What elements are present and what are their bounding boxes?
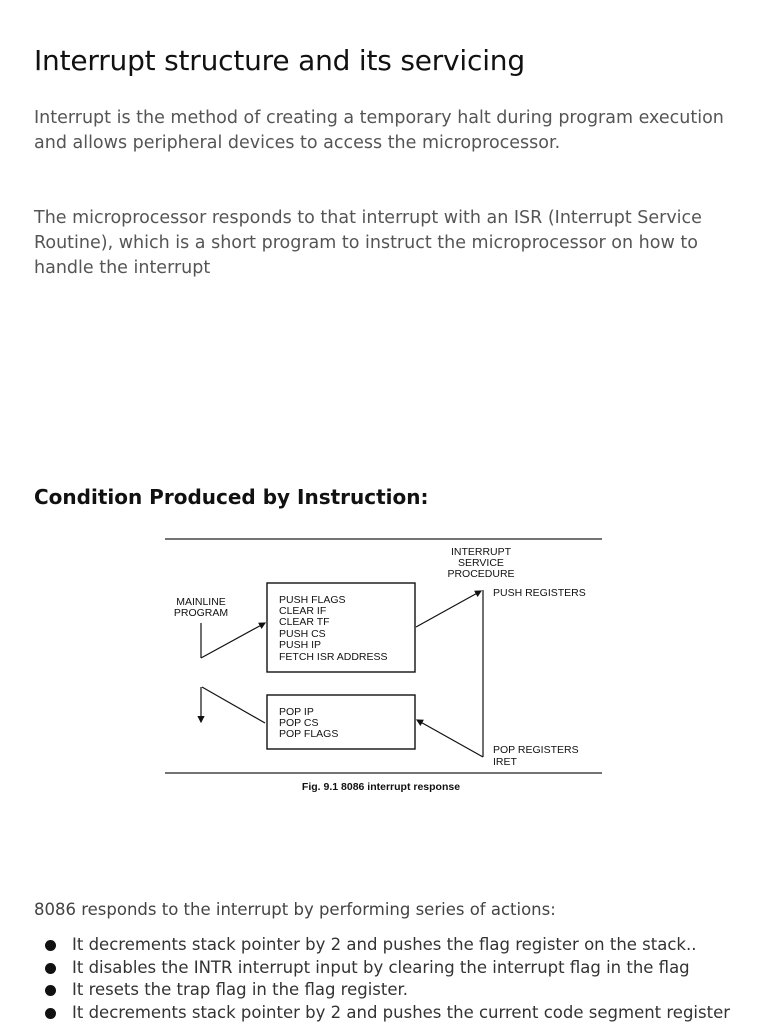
actions-intro: 8086 responds to the interrupt by performing series of actions:	[34, 900, 556, 919]
box1-line: PUSH IP	[279, 639, 322, 651]
list-item	[34, 957, 768, 980]
bullet-icon	[45, 963, 56, 974]
list-item-text: It decrements stack pointer by 2 and pushes the flag register on the stack..	[72, 935, 697, 954]
paragraph-interrupt-definition: Interrupt is the method of creating a temporary halt during program execution and allows peripheral devices to access the microprocessor.	[34, 108, 724, 153]
mainline-label-line-2: PROGRAM	[173, 607, 229, 619]
interrupt-response-figure	[160, 530, 610, 800]
isr-to-return-arrow	[417, 720, 483, 757]
list-item	[34, 934, 768, 957]
box1-line: PUSH FLAGS	[279, 594, 346, 606]
pop-registers-label: POP REGISTERS	[493, 744, 579, 756]
paragraph-isr-description: The microprocessor responds to that interrupt with an ISR (Interrupt Service Routine), which is a short program to instruct the microprocessor on how to handle the interrupt	[34, 208, 702, 278]
bullet-icon	[45, 940, 56, 951]
section-heading: Condition Produced by Instruction:	[34, 485, 429, 509]
box1-line: PUSH CS	[279, 628, 326, 640]
box2-line: POP IP	[279, 706, 314, 718]
list-item-text: It resets the trap flag in the flag register.	[72, 980, 409, 999]
bullet-icon	[45, 1008, 56, 1019]
interrupt-response-diagram	[160, 530, 610, 800]
box1-line: CLEAR TF	[279, 616, 330, 628]
box1-line: CLEAR IF	[279, 605, 327, 617]
return-to-mainline-line	[202, 687, 265, 723]
box2-line: POP FLAGS	[279, 728, 339, 740]
push-registers-label: PUSH REGISTERS	[493, 587, 586, 599]
isr-label-line-1: INTERRUPT	[450, 546, 512, 558]
bullet-icon	[45, 985, 56, 996]
page-title: Interrupt structure and its servicing	[34, 44, 525, 77]
actions-list	[34, 934, 768, 1024]
list-item-text: It disables the INTR interrupt input by clearing the interrupt flag in the flag	[72, 957, 690, 977]
mainline-to-entry-arrow	[201, 623, 265, 658]
box1-line: FETCH ISR ADDRESS	[279, 651, 388, 663]
mainline-label-line-1: MAINLINE	[176, 596, 226, 608]
list-item	[34, 979, 768, 1002]
entry-to-isr-arrow	[416, 591, 481, 627]
list-item-text: It decrements stack pointer by 2 and pushes the current code segment register	[72, 1002, 731, 1022]
isr-label-line-3: PROCEDURE	[447, 568, 515, 580]
isr-label-line-2: SERVICE	[458, 557, 504, 569]
list-item	[34, 1002, 768, 1024]
iret-label: IRET	[493, 756, 517, 768]
box2-line: POP CS	[279, 717, 319, 729]
figure-caption: Fig. 9.1 8086 interrupt response	[301, 781, 461, 793]
